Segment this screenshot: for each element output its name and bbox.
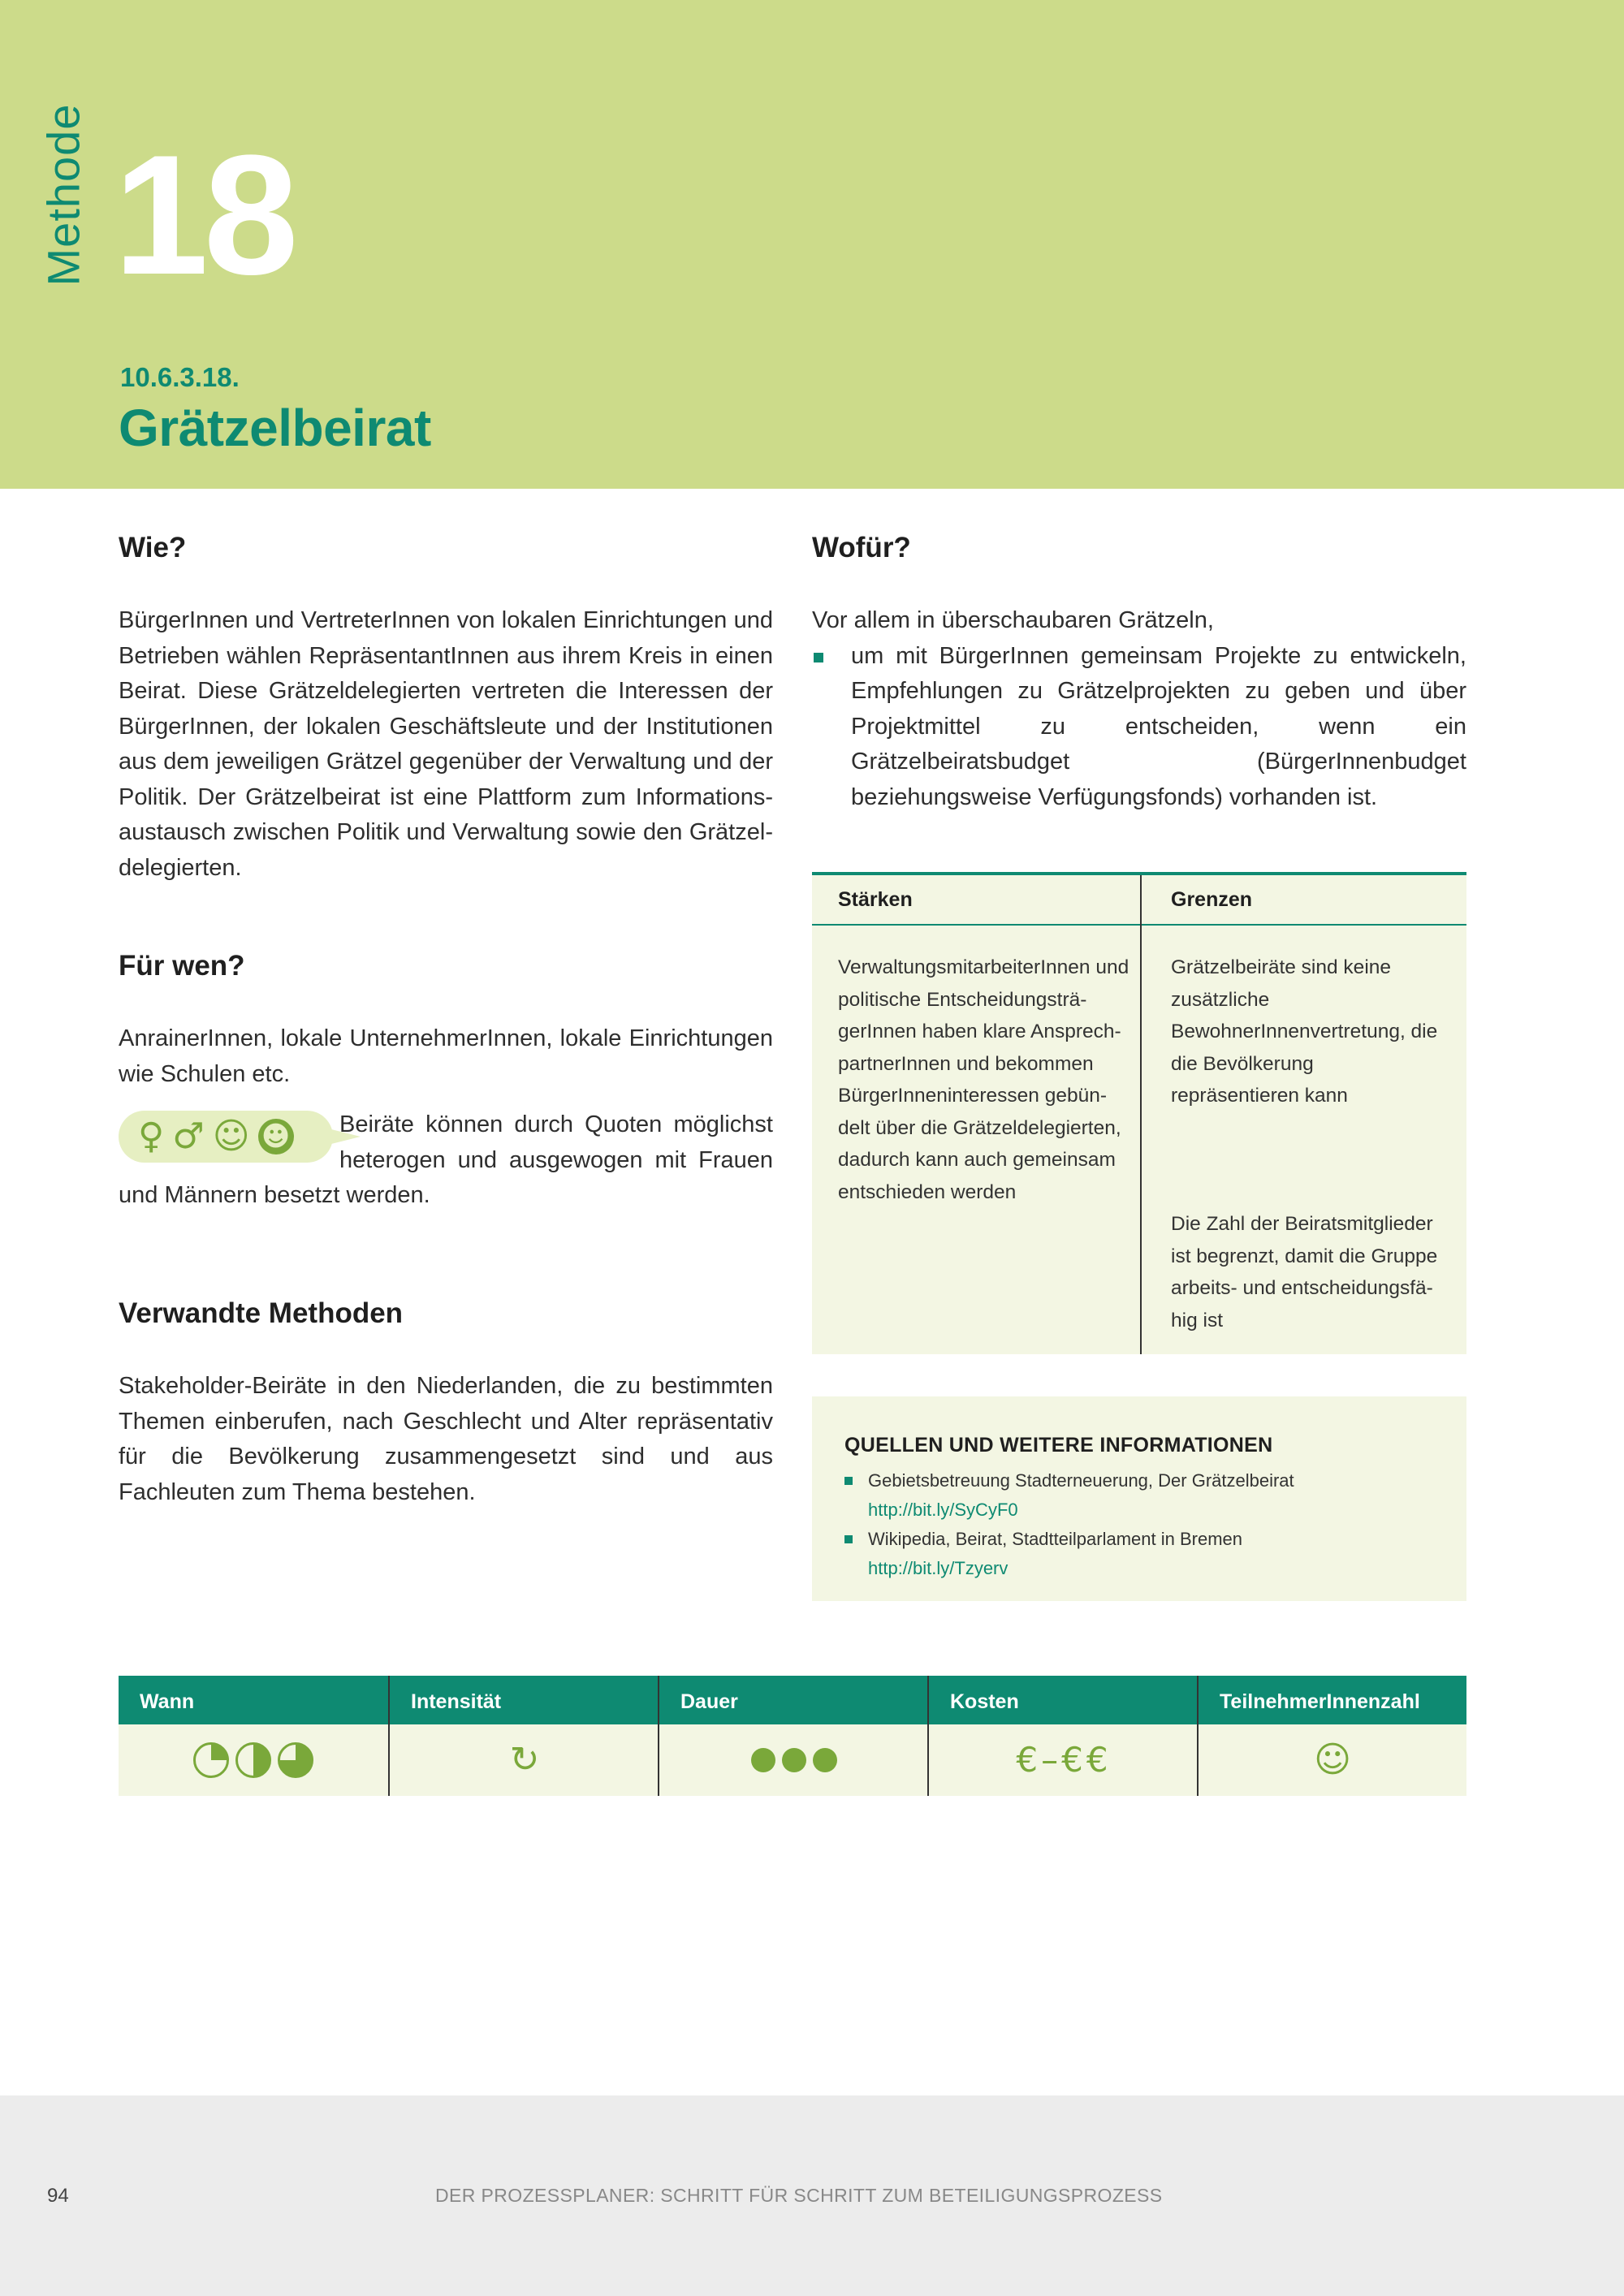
male-icon: ♂ [172,1116,205,1157]
duration-dot-icon [813,1748,837,1772]
sources-box [812,1396,1466,1601]
heading-verwandte: Verwandte Methoden [119,1297,404,1329]
header-band [0,0,1624,489]
wie-text: BürgerInnen und VertreterInnen von lokalen Einrichtungen und Betrieben wählen RepräsentantInnen aus ihrem Kreis in einen Beirat. Diese Grätzeldelegierten vertreten die Interessen der BürgerInnen, der lokalen Geschäftsleute und der Institutionen aus dem jeweiligen Grätzel gegenüber der Verwaltung und der Politik. Der Grätzelbeirat ist eine Plattform zum Informationsaustausch zwischen Politik und Verwaltung sowie den Grätzeldelegierten. [119,607,773,881]
quarter-pie-icon [193,1742,229,1778]
sources-heading: QUELLEN UND WEITERE INFORMATIONEN [844,1434,1273,1457]
source-item [844,1525,1429,1583]
heading-wie: Wie? [119,532,187,563]
meta-label-teilnehmer: TeilnehmerInnenzahl [1220,1690,1420,1713]
verwandte-text: Stakeholder-Beiräte in den Niederlanden, die zu bestimmten Themen einberufen, nach Geschlecht und Alter repräsentativ für die Bevölkerung zusammengesetzt sind und aus Fachleuten zum Thema bestehen. [119,1373,773,1505]
smiley-filled-icon: ☻ [258,1119,294,1154]
meta-value-teilnehmer [1199,1724,1466,1796]
wofuer-list [812,639,1466,816]
meta-value-intensitaet [390,1724,659,1796]
source-link[interactable]: http://bit.ly/SyCyF0 [868,1500,1018,1520]
col-strengths: Stärken [838,888,913,911]
meta-label-dauer: Dauer [680,1690,738,1713]
cycle-icon: ↻ [509,1739,540,1780]
meta-value-dauer [659,1724,929,1796]
sources-list [844,1466,1429,1583]
footer-title: DER PROZESSPLANER: SCHRITT FÜR SCHRITT ZUM BETEILIGUNGSPROZESS [435,2185,1163,2206]
source-text: Gebietsbetreuung Stadterneuerung, Der Grätzelbeirat [868,1470,1294,1491]
method-label: Methode [37,103,89,287]
meta-label-wann: Wann [140,1690,195,1713]
method-meta-table [119,1676,1466,1796]
column-divider [1140,875,1142,1354]
heading-fuer-wen: Für wen? [119,950,245,982]
meta-col-wann [119,1676,388,1796]
three-quarter-pie-icon [278,1742,313,1778]
limit-item: Die Zahl der Beiratsmitglieder ist begrenzt, damit die Gruppe arbeits- und entscheidungsfähig ist [1171,1213,1438,1331]
table-header [812,875,1466,926]
page-number: 94 [47,2185,69,2207]
meta-value-wann [119,1724,388,1796]
section-wie [119,532,773,886]
meta-col-intensitaet [390,1676,659,1796]
section-fuer-wen [119,950,773,1092]
section-number: 10.6.3.18. [120,362,240,392]
source-item [844,1466,1429,1525]
source-link[interactable]: http://bit.ly/Tzyerv [868,1558,1009,1578]
page-title: Grätzelbeirat [119,399,431,457]
limit-item: Grätzelbeiräte sind keine zusätzliche BewohnerInnenvertretung, die die Bevölkerung repräsentieren kann [1171,956,1438,1107]
meta-col-dauer [659,1676,929,1796]
strengths-limits-table [812,872,1466,1354]
strength-item: VerwaltungsmitarbeiterInnen und politische EntscheidungsträgerInnen haben klare AnsprechpartnerInnen und bekommen BürgerInneninteressen gebündelt über die Grätzeldelegierten, dadurch kann auch gemeinsam entschieden werden [838,956,1129,1203]
method-number: 18 [114,119,294,310]
meta-value-kosten [929,1724,1199,1796]
smiley-icon: ☺ [1314,1739,1351,1780]
list-item: um mit BürgerInnen gemeinsam Projekte zu entwickeln, Empfehlungen zu Grätzelprojekten zu geben und über Projektmittel zu entscheiden, wenn ein Grätzelbeiratsbudget (BürgerInnenbudget beziehungsweise Verfügungsfonds) vorhanden ist. [812,639,1466,816]
euro-range-icon: €–€€ [1016,1740,1112,1780]
meta-col-kosten [929,1676,1199,1796]
half-pie-icon [235,1742,271,1778]
wofuer-intro: Vor allem in überschaubaren Grätzeln, [812,607,1214,633]
section-wofuer [812,532,1466,815]
section-verwandte [119,1297,773,1510]
smiley-outline-icon: ☺ [212,1116,250,1157]
duration-dot-icon [782,1748,806,1772]
meta-label-intensitaet: Intensität [411,1690,502,1713]
col-limits: Grenzen [1171,888,1253,911]
footer [0,2095,1624,2296]
quota-note [119,1107,773,1214]
fuer-wen-text: AnrainerInnen, lokale UnternehmerInnen, lokale Einrichtungen wie Schulen etc. [119,1025,773,1087]
quota-bubble [119,1111,333,1163]
duration-dot-icon [751,1748,775,1772]
meta-label-kosten: Kosten [950,1690,1019,1713]
female-icon: ♀ [138,1116,165,1157]
quota-text: Beiräte können durch Quoten möglichst heterogen und ausgewogen mit Frauen und Männern besetzt werden. [119,1111,773,1208]
heading-wofuer: Wofür? [812,532,911,563]
source-text: Wikipedia, Beirat, Stadtteilparlament in Bremen [868,1529,1242,1549]
meta-col-teilnehmer [1199,1676,1466,1796]
